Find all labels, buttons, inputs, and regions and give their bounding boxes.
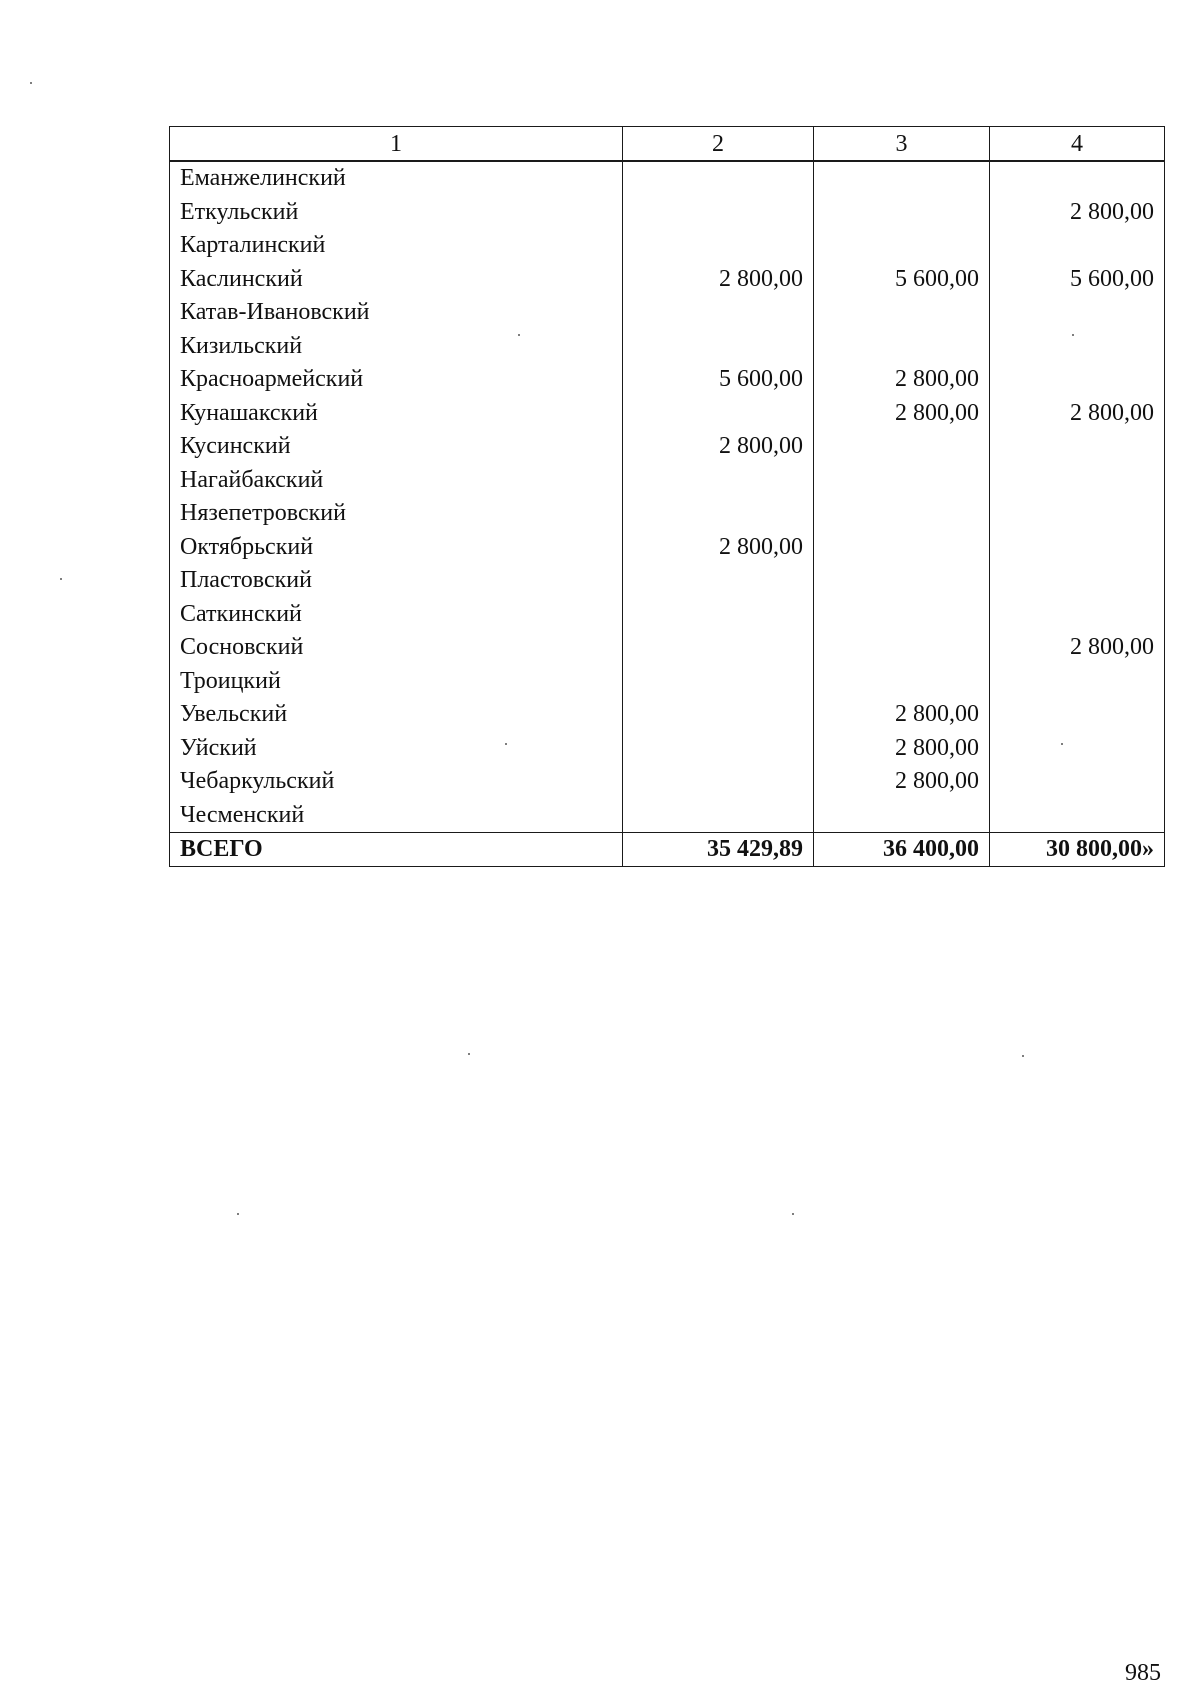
value-cell (623, 229, 814, 263)
value-cell (990, 564, 1165, 598)
value-cell (814, 196, 990, 230)
value-cell (623, 732, 814, 766)
value-cell (623, 765, 814, 799)
column-header: 3 (814, 127, 990, 162)
value-cell: 5 600,00 (623, 363, 814, 397)
table-row (170, 430, 1165, 464)
table-row (170, 161, 1165, 196)
value-cell (990, 531, 1165, 565)
value-cell (623, 665, 814, 699)
value-cell (623, 330, 814, 364)
scan-speck (1072, 334, 1074, 336)
table-row (170, 799, 1165, 833)
value-cell (990, 229, 1165, 263)
table-row (170, 765, 1165, 799)
value-cell (814, 161, 990, 196)
district-name-cell: Нагайбакский (170, 464, 623, 498)
district-name-cell: Октябрьский (170, 531, 623, 565)
value-cell (814, 631, 990, 665)
value-cell (623, 161, 814, 196)
scan-speck (60, 578, 62, 580)
value-cell: 2 800,00 (814, 732, 990, 766)
value-cell (623, 296, 814, 330)
district-name-cell: Кунашакский (170, 397, 623, 431)
value-cell (814, 330, 990, 364)
value-cell (814, 665, 990, 699)
value-cell (990, 330, 1165, 364)
scan-speck (1022, 1055, 1024, 1057)
value-cell: 2 800,00 (990, 631, 1165, 665)
value-cell (990, 732, 1165, 766)
scan-speck (518, 334, 520, 336)
total-label: ВСЕГО (170, 833, 623, 867)
budget-table (169, 126, 1165, 867)
district-name-cell: Кусинский (170, 430, 623, 464)
value-cell (814, 296, 990, 330)
table-row (170, 631, 1165, 665)
value-cell: 2 800,00 (623, 263, 814, 297)
total-cell: 36 400,00 (814, 833, 990, 867)
value-cell (814, 497, 990, 531)
table-header-row (170, 127, 1165, 162)
value-cell (623, 598, 814, 632)
value-cell (990, 799, 1165, 833)
district-name-cell: Чесменский (170, 799, 623, 833)
value-cell (623, 799, 814, 833)
value-cell (990, 665, 1165, 699)
value-cell: 2 800,00 (623, 531, 814, 565)
table-row (170, 598, 1165, 632)
district-name-cell: Пластовский (170, 564, 623, 598)
value-cell: 2 800,00 (990, 196, 1165, 230)
value-cell (990, 698, 1165, 732)
value-cell (814, 464, 990, 498)
value-cell (814, 229, 990, 263)
value-cell: 5 600,00 (990, 263, 1165, 297)
district-name-cell: Каслинский (170, 263, 623, 297)
scan-speck (237, 1213, 239, 1215)
table-row (170, 196, 1165, 230)
value-cell (990, 161, 1165, 196)
value-cell (990, 363, 1165, 397)
column-header: 4 (990, 127, 1165, 162)
value-cell (990, 497, 1165, 531)
district-name-cell: Чебаркульский (170, 765, 623, 799)
value-cell (623, 196, 814, 230)
value-cell (623, 698, 814, 732)
table-row (170, 464, 1165, 498)
district-name-cell: Карталинский (170, 229, 623, 263)
value-cell (990, 296, 1165, 330)
value-cell: 2 800,00 (814, 698, 990, 732)
value-cell (623, 464, 814, 498)
scan-speck (505, 743, 507, 745)
district-name-cell: Еткульский (170, 196, 623, 230)
total-cell: 35 429,89 (623, 833, 814, 867)
table-row (170, 363, 1165, 397)
value-cell: 2 800,00 (814, 397, 990, 431)
value-cell (990, 765, 1165, 799)
value-cell (623, 497, 814, 531)
table-row (170, 698, 1165, 732)
district-name-cell: Нязепетровский (170, 497, 623, 531)
table-row (170, 397, 1165, 431)
district-name-cell: Красноармейский (170, 363, 623, 397)
value-cell (814, 564, 990, 598)
value-cell (990, 430, 1165, 464)
scan-speck (468, 1053, 470, 1055)
page-number: 985 (1125, 1660, 1161, 1686)
value-cell: 5 600,00 (814, 263, 990, 297)
table-row (170, 330, 1165, 364)
district-name-cell: Саткинский (170, 598, 623, 632)
table-row (170, 665, 1165, 699)
district-name-cell: Уйский (170, 732, 623, 766)
table-row (170, 296, 1165, 330)
value-cell: 2 800,00 (814, 765, 990, 799)
value-cell (814, 430, 990, 464)
total-row (170, 833, 1165, 867)
value-cell (623, 564, 814, 598)
table-body (170, 161, 1165, 867)
column-header: 1 (170, 127, 623, 162)
district-name-cell: Еманжелинский (170, 161, 623, 196)
value-cell: 2 800,00 (990, 397, 1165, 431)
district-name-cell: Сосновский (170, 631, 623, 665)
table-row (170, 263, 1165, 297)
value-cell (623, 397, 814, 431)
district-name-cell: Кизильский (170, 330, 623, 364)
value-cell (814, 799, 990, 833)
table-row (170, 732, 1165, 766)
district-name-cell: Троицкий (170, 665, 623, 699)
scan-speck (792, 1213, 794, 1215)
scan-speck (1061, 743, 1063, 745)
table-row (170, 497, 1165, 531)
value-cell (990, 598, 1165, 632)
table-row (170, 531, 1165, 565)
value-cell (814, 531, 990, 565)
value-cell (623, 631, 814, 665)
district-name-cell: Увельский (170, 698, 623, 732)
value-cell: 2 800,00 (814, 363, 990, 397)
table-row (170, 564, 1165, 598)
table-row (170, 229, 1165, 263)
scan-speck (30, 82, 32, 84)
district-name-cell: Катав-Ивановский (170, 296, 623, 330)
value-cell (990, 464, 1165, 498)
column-header: 2 (623, 127, 814, 162)
value-cell: 2 800,00 (623, 430, 814, 464)
total-cell: 30 800,00» (990, 833, 1165, 867)
value-cell (814, 598, 990, 632)
